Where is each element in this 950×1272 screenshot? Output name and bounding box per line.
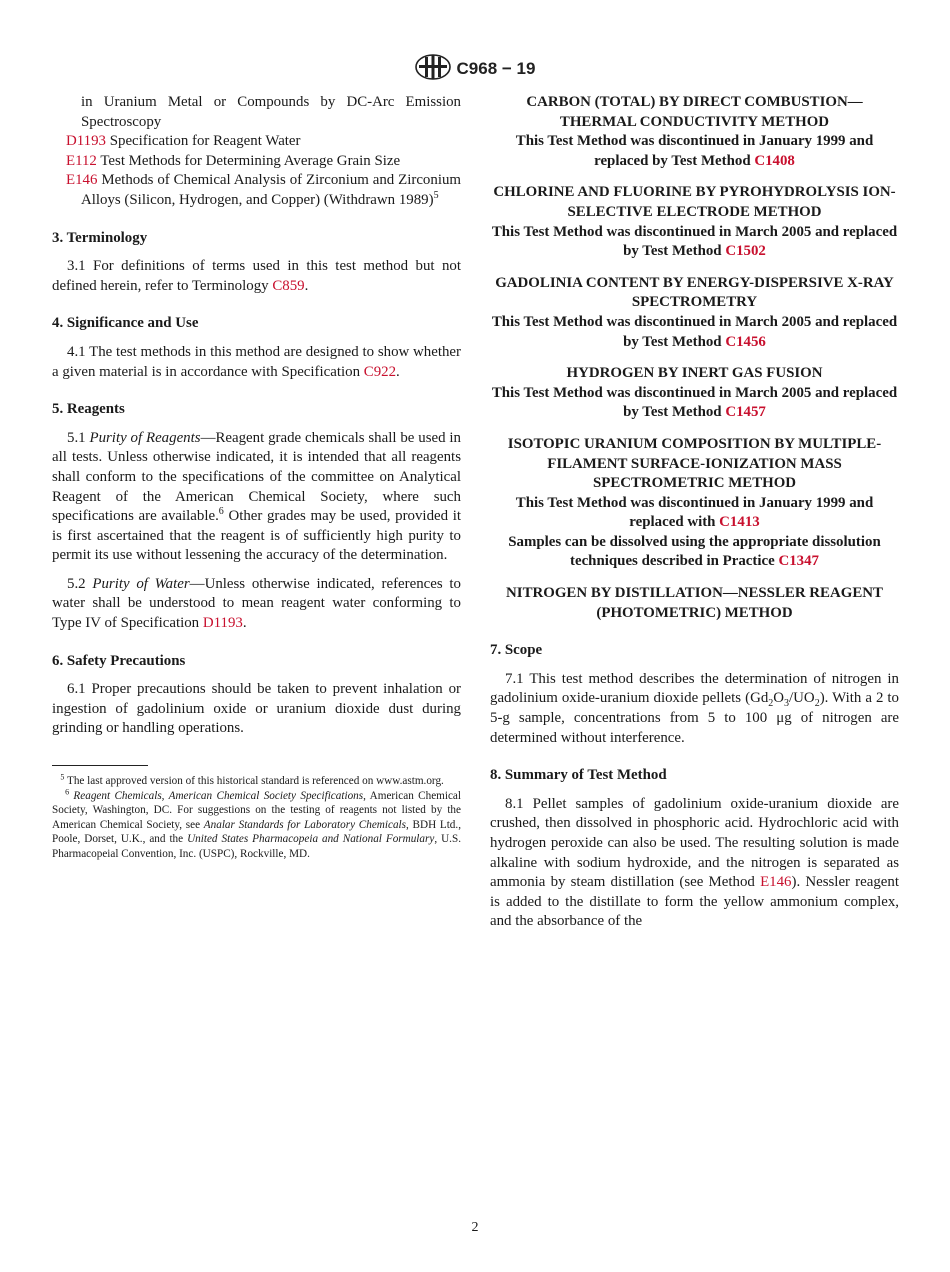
method-title: CHLORINE AND FLUORINE BY PYROHYDROLYSIS ION-SELECTIVE ELECTRODE METHOD [493, 184, 896, 220]
discontinued-note: This Test Method was discontinued in January 1999 and replaced by Test Method C1408 [515, 133, 874, 169]
standard-link[interactable]: C922 [363, 363, 397, 380]
section-heading: 7. Scope [490, 642, 543, 659]
reference-code-link[interactable]: D1193 [66, 133, 106, 150]
paragraph: 8.1 Pellet samples of gadolinium oxide-uranium dioxide are crushed, then dissolved in phosphoric acid. Hydrochloric acid with hydrogen peroxide can also be used. The resulting solution is made alkaline with sodium hydroxide, and the nitrogen is separated as ammonia by steam distillation (see Method E146). Nessler reagent is added to the distillate to form the yellow ammonium complex, and the absorbance of the [490, 795, 899, 930]
discontinued-note: This Test Method was discontinued in January 1999 and replaced with C1413 [515, 494, 874, 531]
paragraph: 7.1 This test method describes the determination of nitrogen in gadolinium oxide-uranium dioxide pellets $(Gd_2O_3/UO_2)$. With a 2 to 5-g sample, concentrations from 5 to 100 μg of nitrogen are determined without interference. [490, 670, 899, 746]
page-number: 2 [471, 1220, 479, 1235]
method-title: ISOTOPIC URANIUM COMPOSITION BY MULTIPLE-FILAMENT SURFACE-IONIZATION MASS SPECTROMETRIC METHOD [507, 435, 882, 492]
paragraph: 5.2 Purity of Water—Unless otherwise indicated, references to water shall be understood to mean reagent water conforming to Type IV of Specification D1193. [52, 575, 461, 632]
paragraph: 5.1 Purity of Reagents—Reagent grade chemicals shall be used in all tests. Unless otherwise indicated, it is intended that all reagents shall conform to the specifications of the committee on Analytical Reagent of the American Chemical Society, where such specifications are available.$^6$ Other grades may be used, provided it is first ascertained that the reagent is of sufficiently high purity to permit its use without lessening the accuracy of the determination. [52, 429, 461, 564]
discontinued-note: This Test Method was discontinued in March 2005 and replaced by Test Method C1502 [491, 223, 898, 260]
document-designation: C968 − 19 [456, 59, 536, 78]
section-heading: 6. Safety Precautions [52, 652, 186, 669]
footnote: $^5$ The last approved version of this historical standard is referenced on www.astm.org. [60, 772, 444, 788]
standard-link[interactable]: C1456 [725, 333, 766, 350]
section-heading: 8. Summary of Test Method [490, 767, 667, 784]
reference-item: D1193 Specification for Reagent Water [66, 133, 301, 150]
footnote-divider [52, 765, 148, 766]
discontinued-method-block [490, 435, 899, 572]
astm-logo-icon [415, 54, 451, 85]
reference-code-link[interactable]: E146 [66, 172, 98, 189]
reference-continuation: in Uranium Metal or Compounds by DC-Arc Emission Spectroscopy [81, 94, 461, 130]
method-title: HYDROGEN BY INERT GAS FUSION [566, 365, 823, 382]
method-title: NITROGEN BY DISTILLATION—NESSLER REAGENT (PHOTOMETRIC) METHOD [506, 585, 883, 621]
reference-item: E112 Test Methods for Determining Average Grain Size [66, 152, 401, 169]
standard-link[interactable]: C1502 [725, 243, 766, 260]
dissolution-note: Samples can be dissolved using the appropriate dissolution techniques described in Practice C1347 [508, 533, 881, 570]
standard-link[interactable]: C1413 [719, 514, 760, 531]
standard-link[interactable]: E146 [760, 874, 792, 891]
standard-link[interactable]: C1408 [754, 152, 795, 169]
standard-link[interactable]: C1347 [778, 553, 819, 570]
footnote: $^6$ Reagent Chemicals, American Chemical Society Specifications, American Chemical Society, Washington, DC. For suggestions on the testing of reagents not listed by the American Chemical Society, see Analar Standards for Laboratory Chemicals, BDH Ltd., Poole, Dorset, U.K., and the United States Pharmacopeia and National Formulary, U.S. Pharmacopeial Convention, Inc. (USPC), Rockville, MD. [52, 786, 462, 860]
page-header [0, 56, 950, 82]
discontinued-note: This Test Method was discontinued in March 2005 and replaced by Test Method C1456 [491, 313, 898, 350]
left-column [52, 93, 461, 862]
paragraph: 6.1 Proper precautions should be taken to prevent inhalation or ingestion of gadolinium oxide or uranium dioxide dust during grinding or handling operations. [52, 681, 461, 737]
paragraph: 4.1 The test methods in this method are designed to show whether a given material is in accordance with Specification C922. [52, 343, 461, 380]
standard-link[interactable]: C859 [272, 277, 305, 294]
reference-item: E146 Methods of Chemical Analysis of Zirconium and Zirconium Alloys (Silicon, Hydrogen, and Copper) (Withdrawn 1989)$^5$ [66, 172, 461, 208]
right-column [490, 93, 899, 941]
method-title: GADOLINIA CONTENT BY ENERGY-DISPERSIVE X-RAY SPECTROMETRY [495, 274, 894, 311]
discontinued-method-block [490, 274, 899, 352]
discontinued-note: This Test Method was discontinued in March 2005 and replaced by Test Method C1457 [491, 384, 898, 421]
section-heading: 3. Terminology [52, 229, 148, 246]
discontinued-method-block [490, 93, 899, 171]
section-heading: 4. Significance and Use [52, 315, 199, 332]
paragraph: 3.1 For definitions of terms used in this test method but not defined herein, refer to Terminology C859. [52, 258, 461, 294]
method-title-block [490, 584, 899, 623]
discontinued-method-block [490, 183, 899, 261]
method-title: CARBON (TOTAL) BY DIRECT COMBUSTION—THERMAL CONDUCTIVITY METHOD [526, 94, 863, 130]
standard-link[interactable]: C1457 [725, 404, 766, 421]
section-heading: 5. Reagents [52, 401, 125, 418]
footnote-ref[interactable]: 6 [218, 506, 224, 518]
discontinued-method-block [490, 364, 899, 423]
standard-link[interactable]: D1193 [202, 615, 243, 632]
reference-code-link[interactable]: E112 [66, 152, 97, 169]
